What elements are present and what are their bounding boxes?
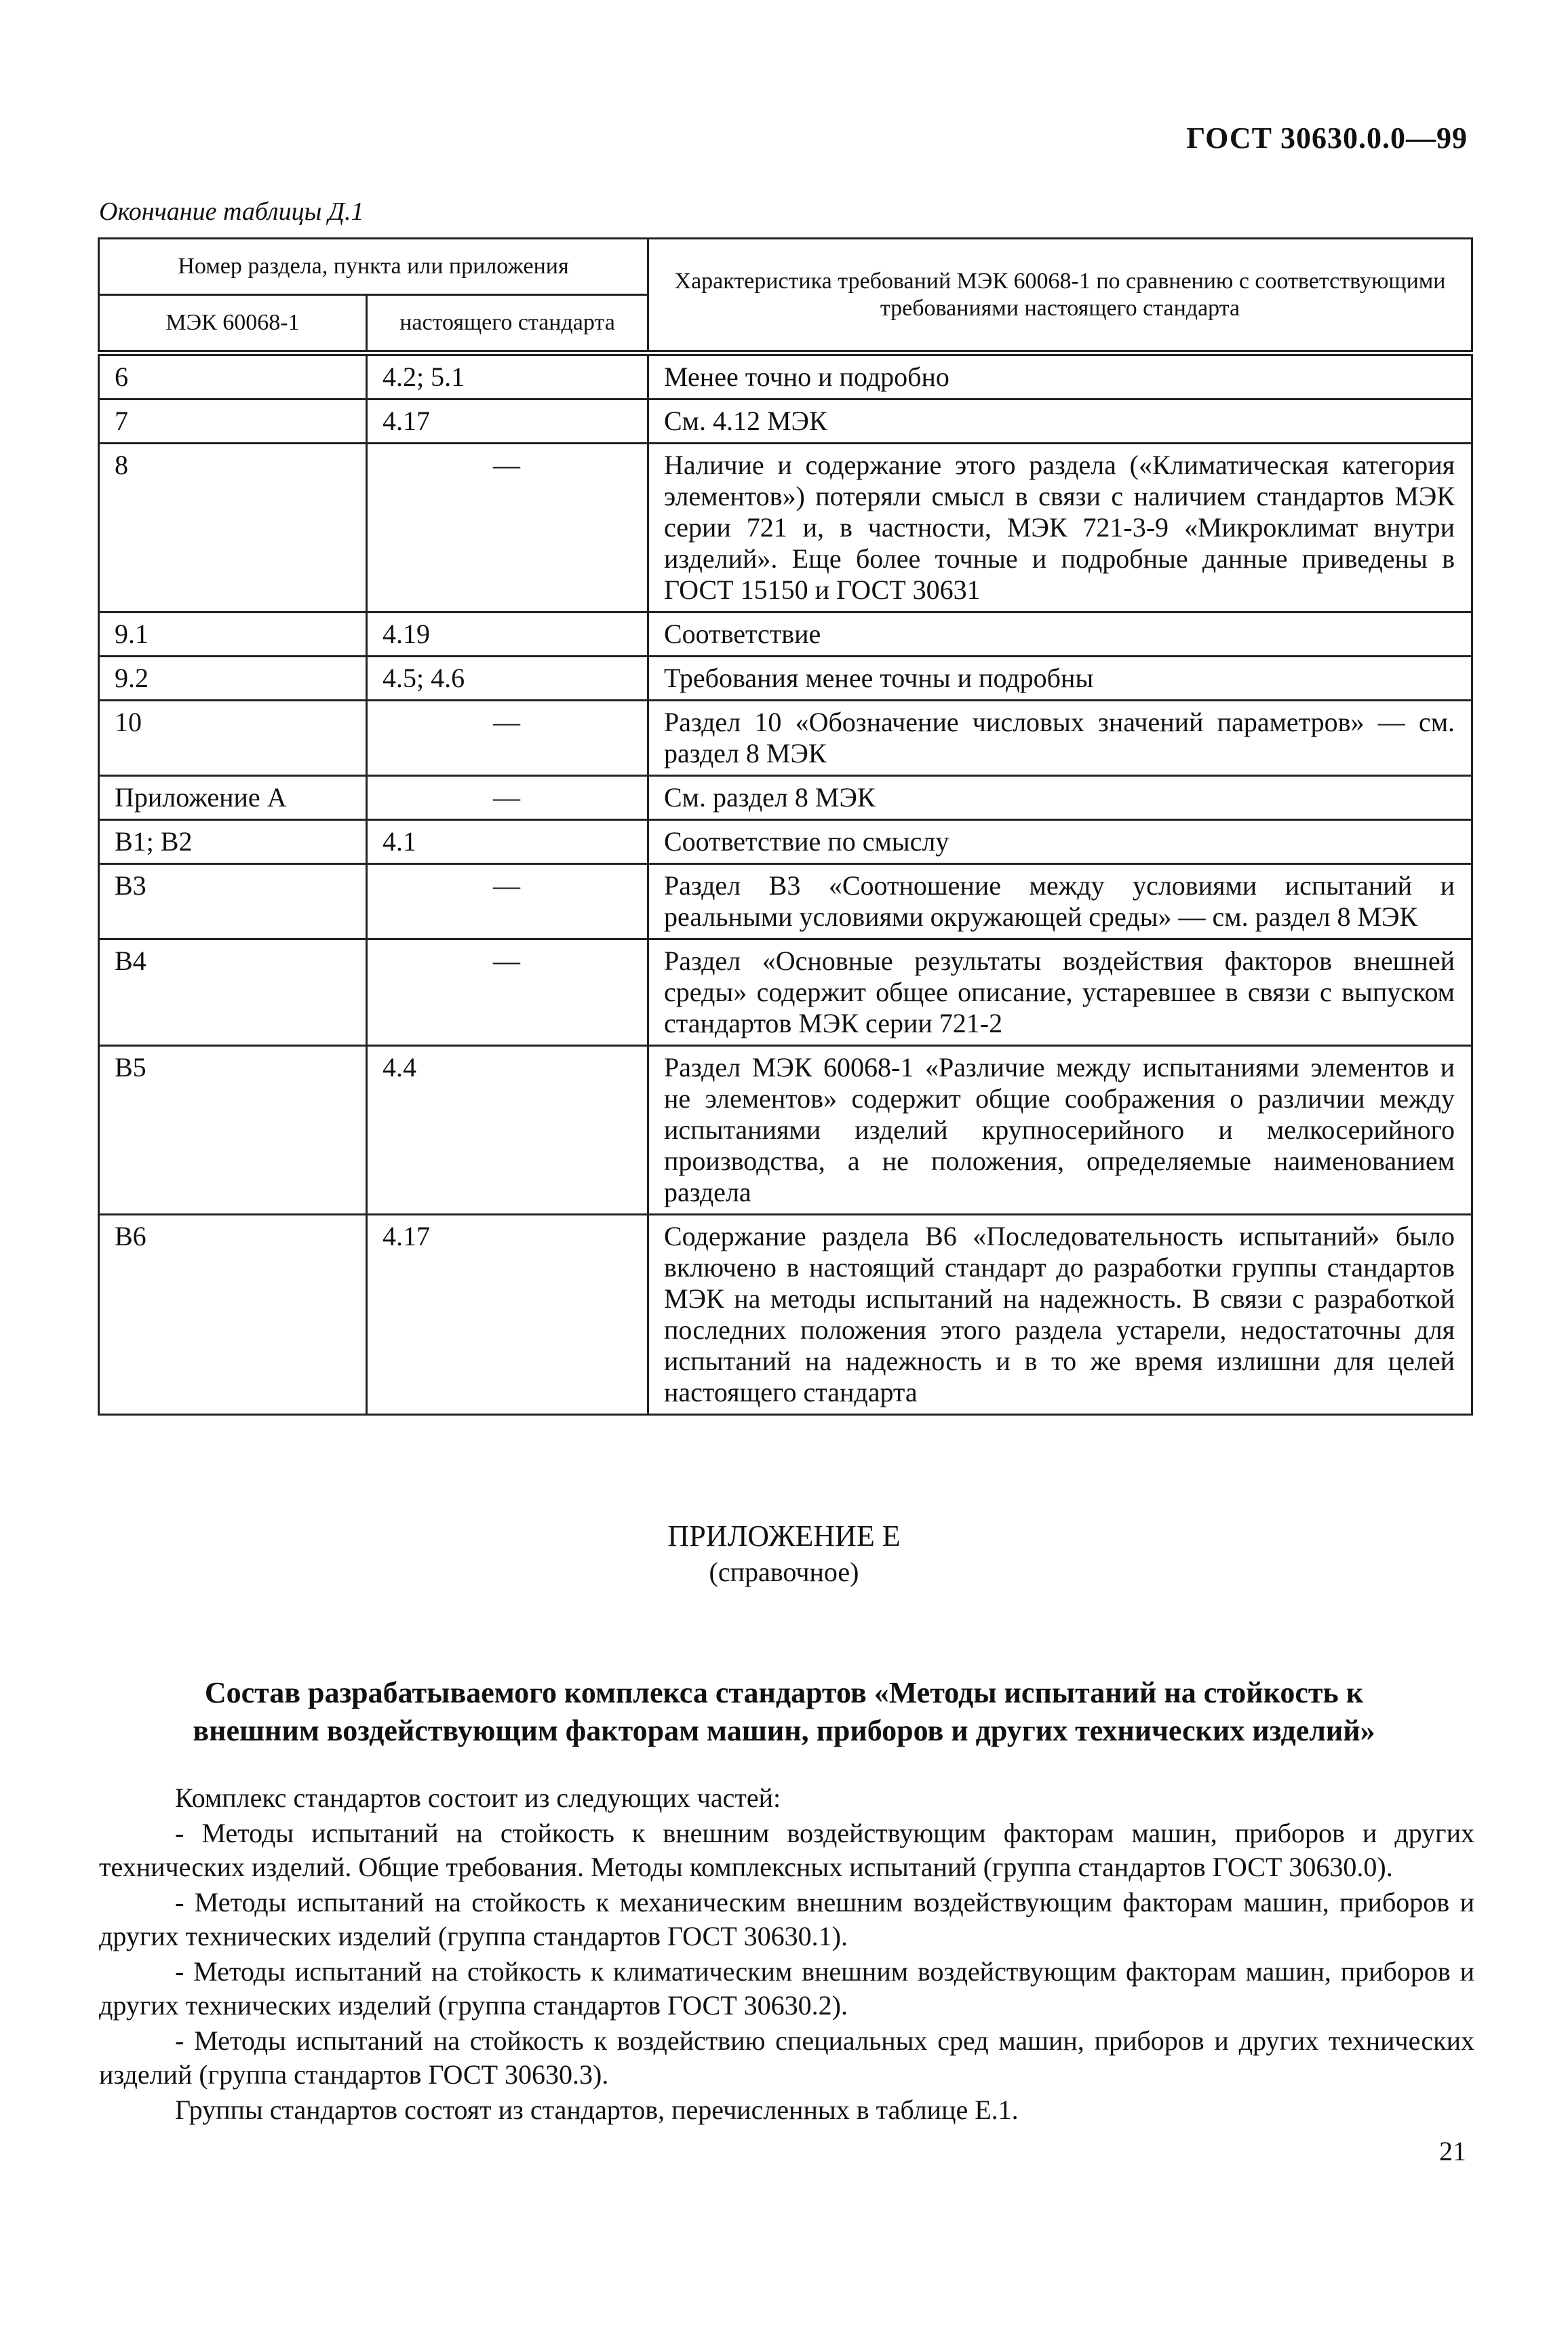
cell-desc: Наличие и содержание этого раздела («Климатическая категория элементов») потеряли смысл в связи с наличием стандартов МЭК серии 721 и, в частности, МЭК 721-3-9 «Микроклимат внутри изделий». Еще более точные и подробные данные приведены в ГОСТ 15150 и ГОСТ 30631 [648, 444, 1472, 612]
cell-this: 4.17 [367, 1215, 648, 1415]
table-row [99, 1215, 1472, 1415]
cell-iec: 8 [99, 444, 367, 612]
header-iec-cell: МЭК 60068-1 [99, 295, 367, 353]
cell-desc: Раздел 10 «Обозначение числовых значений параметров» — см. раздел 8 МЭК [648, 701, 1472, 776]
paragraph: Комплекс стандартов состоит из следующих частей: [175, 1783, 781, 1813]
cell-iec: В5 [99, 1046, 367, 1215]
cell-iec: B1; B2 [99, 820, 367, 864]
section-heading: Состав разрабатываемого комплекса стандартов «Методы испытаний на стойкость к внешним воздействующим факторам машин, приборов и других технических изделий» [193, 1676, 1375, 1747]
cell-desc: Раздел «Основные результаты воздействия факторов внешней среды» содержит общее описание, устаревшее в связи с выпуском стандартов МЭК серии 721-2 [648, 939, 1472, 1046]
paragraph: - Методы испытаний на стойкость к климатическим внешним воздействующим факторам машин, приборов и других технических изделий (группа стандартов ГОСТ 30630.2). [99, 1956, 1474, 2021]
table-row [99, 444, 1472, 612]
paragraph: - Методы испытаний на стойкость к механическим внешним воздействующим факторам машин, приборов и других технических изделий (группа стандартов ГОСТ 30630.1). [99, 1887, 1474, 1951]
cell-desc: Менее точно и подробно [648, 353, 1472, 400]
cell-this: — [367, 776, 648, 820]
cell-desc: См. 4.12 МЭК [648, 400, 1472, 444]
standard-id: ГОСТ 30630.0.0—99 [1186, 121, 1468, 155]
cell-desc: Требования менее точны и подробны [648, 657, 1472, 701]
table-caption: Окончание таблицы Д.1 [99, 197, 364, 226]
appendix-title: ПРИЛОЖЕНИЕ Е [667, 1519, 901, 1553]
header-characteristic-cell: Характеристика требований МЭК 60068-1 по сравнению с соответствующими требованиями настоящего стандарта [648, 239, 1472, 353]
cell-this: 4.2; 5.1 [367, 353, 648, 400]
comparison-table [98, 237, 1473, 1416]
cell-desc: См. раздел 8 МЭК [648, 776, 1472, 820]
table-header-row [99, 239, 1472, 295]
header-this-cell: настоящего стандарта [367, 295, 648, 353]
header-group-cell: Номер раздела, пункта или приложения [99, 239, 648, 295]
cell-this: 4.4 [367, 1046, 648, 1215]
cell-desc: Раздел В3 «Соотношение между условиями испытаний и реальными условиями окружающей среды» — см. раздел 8 МЭК [648, 864, 1472, 939]
cell-iec: Приложение А [99, 776, 367, 820]
cell-iec: 7 [99, 400, 367, 444]
page-number: 21 [1439, 2136, 1466, 2166]
cell-iec: В4 [99, 939, 367, 1046]
table-row [99, 864, 1472, 939]
cell-this: 4.1 [367, 820, 648, 864]
paragraph: - Методы испытаний на стойкость к воздействию специальных сред машин, приборов и других технических изделий (группа стандартов ГОСТ 30630.3). [99, 2025, 1474, 2090]
cell-desc: Раздел МЭК 60068-1 «Различие между испытаниями элементов и не элементов» содержит общие соображения о различии между испытаниями изделий крупносерийного и мелкосерийного производства, а не положения, определяемые наименованием раздела [648, 1046, 1472, 1215]
table-row [99, 612, 1472, 657]
cell-this: — [367, 701, 648, 776]
appendix-subtitle: (справочное) [709, 1557, 859, 1587]
paragraph: - Методы испытаний на стойкость к внешним воздействующим факторам машин, приборов и других технических изделий. Общие требования. Методы комплексных испытаний (группа стандартов ГОСТ 30630.0). [99, 1818, 1474, 1882]
cell-this: 4.5; 4.6 [367, 657, 648, 701]
cell-iec: 9.2 [99, 657, 367, 701]
cell-desc: Содержание раздела В6 «Последовательность испытаний» было включено в настоящий стандарт до разработки группы стандартов МЭК на методы испытаний на надежность. В связи с разработкой последних положения этого раздела устарели, недостаточны для испытаний на надежность и в то же время излишни для целей настоящего стандарта [648, 1215, 1472, 1415]
table-row [99, 701, 1472, 776]
table-row [99, 657, 1472, 701]
cell-this: 4.17 [367, 400, 648, 444]
cell-this: — [367, 939, 648, 1046]
body-text [99, 1781, 1474, 2128]
paragraph: Группы стандартов состоят из стандартов, перечисленных в таблице Е.1. [175, 2095, 1019, 2125]
cell-iec: В6 [99, 1215, 367, 1415]
cell-desc: Соответствие по смыслу [648, 820, 1472, 864]
table-row [99, 820, 1472, 864]
table-row [99, 353, 1472, 400]
cell-this: — [367, 444, 648, 612]
cell-iec: 10 [99, 701, 367, 776]
cell-iec: 6 [99, 353, 367, 400]
table-row [99, 939, 1472, 1046]
cell-this: — [367, 864, 648, 939]
table-row [99, 400, 1472, 444]
cell-iec: В3 [99, 864, 367, 939]
table-row [99, 1046, 1472, 1215]
cell-desc: Соответствие [648, 612, 1472, 657]
table-row [99, 776, 1472, 820]
cell-this: 4.19 [367, 612, 648, 657]
cell-iec: 9.1 [99, 612, 367, 657]
